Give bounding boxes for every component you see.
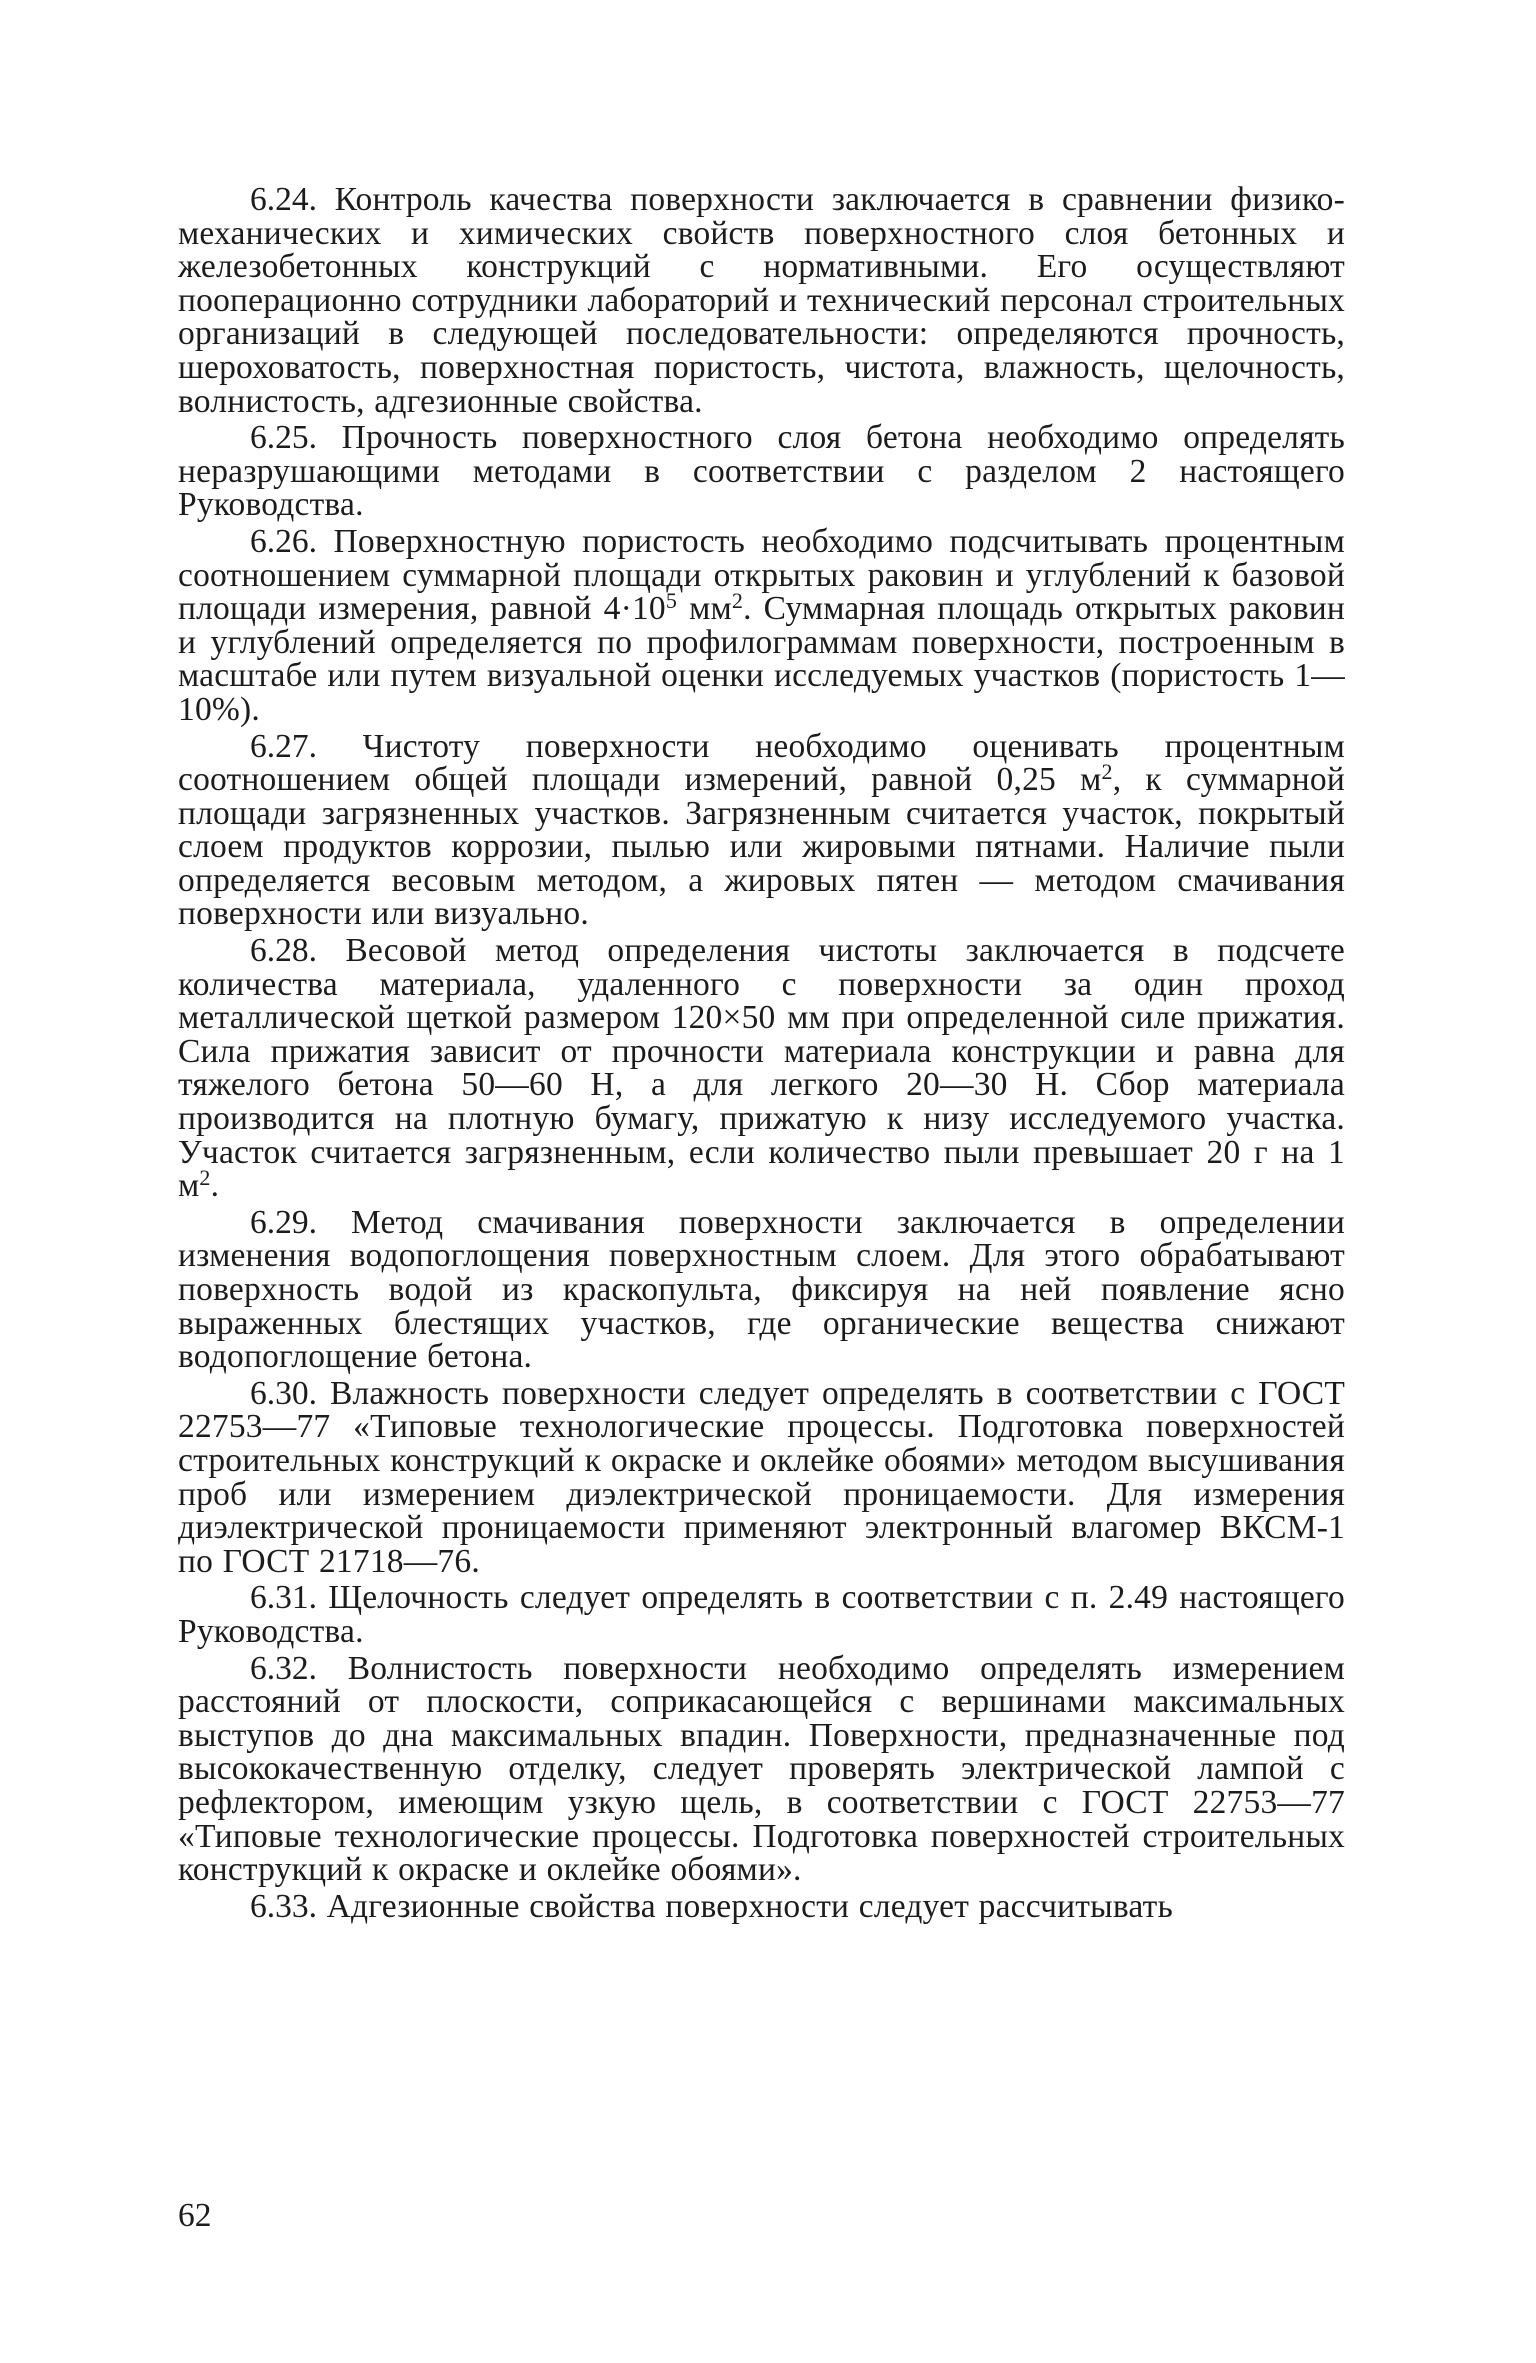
paragraph-text: . Суммарная площадь открытых раковин и углублений определяется по профилограммам поверхности, построенным в масштабе или путем визуальной оценки исследуемых участков (пористость 1—10%). bbox=[178, 590, 1346, 728]
paragraph-text: Чистоту поверхности необходимо оценивать процентным соотношением общей площади измерений, равной 0,25 м bbox=[178, 727, 1345, 799]
paragraph-number: 6.32. bbox=[250, 1649, 317, 1687]
paragraph-text: Прочность поверхностного слоя бетона необходимо определять неразрушающими методами в соответствии с разделом 2 настоящего Руководства. bbox=[178, 419, 1346, 524]
paragraph-number: 6.29. bbox=[250, 1203, 317, 1241]
superscript: 5 bbox=[665, 588, 678, 614]
paragraph-text: Весовой метод определения чистоты заключается в подсчете количества материала, удаленного с поверхности за один проход металлической щеткой размером 120×50 мм при определенной силе прижатия. Сила прижатия зависит от прочности материала конструкции и равна для тяжелого бетона 50—60 Н, а для легкого 20—30 Н. Сбор материала производится на плотную бумагу, прижатую к низу исследуемого участка. Участок считается загрязненным, если количество пыли превышает 20 г на 1 м bbox=[178, 932, 1345, 1205]
paragraph-number: 6.25. bbox=[250, 419, 317, 457]
superscript: 2 bbox=[1101, 759, 1113, 785]
paragraph-number: 6.27. bbox=[250, 727, 317, 765]
page-body bbox=[178, 183, 1345, 1926]
paragraph-text: Волнистость поверхности необходимо определять измерением расстояний от плоскости, соприкасающейся с вершинами максимальных выступов до дна максимальных впадин. Поверхности, предназначенные под высококачественную отделку, следует проверять электрической лампой с рефлектором, имеющим узкую щель, в соответствии с ГОСТ 22753—77 «Типовые технологические процессы. Подготовка поверхностей строительных конструкций к окраске и оклейке обоями». bbox=[178, 1649, 1345, 1889]
paragraph-6-33 bbox=[178, 1887, 1345, 1925]
superscript: 2 bbox=[199, 1165, 211, 1191]
page-number: 62 bbox=[178, 2197, 212, 2234]
paragraph-number: 6.33. bbox=[250, 1887, 317, 1925]
paragraph-6-28 bbox=[178, 934, 1345, 1203]
paragraph-6-29 bbox=[178, 1203, 1345, 1376]
paragraph-text: . bbox=[210, 1167, 220, 1205]
paragraph-6-32 bbox=[178, 1649, 1345, 1889]
paragraph-text: , к суммарной площади загрязненных участков. Загрязненным считается участок, покрытый слоем продуктов коррозии, пылью или жировыми пятнами. Наличие пыли определяется весовым методом, а жировых пятен — методом смачивания поверхности или визуально. bbox=[178, 761, 1345, 933]
paragraph-text: Влажность поверхности следует определять в соответствии с ГОСТ 22753—77 «Типовые технологические процессы. Подготовка поверхностей строительных конструкций к окраске и оклейке обоями» методом высушивания проб или измерением диэлектрической проницаемости. Для измерения диэлектрической проницаемости применяют электронный влагомер ВКСМ-1 по ГОСТ 21718—76. bbox=[178, 1374, 1346, 1580]
paragraph-6-25 bbox=[178, 421, 1345, 522]
paragraph-text: мм bbox=[677, 590, 732, 628]
paragraph-6-27 bbox=[178, 727, 1345, 933]
paragraph-number: 6.31. bbox=[250, 1579, 317, 1617]
paragraph-6-26 bbox=[178, 522, 1346, 728]
paragraph-number: 6.24. bbox=[250, 181, 317, 218]
paragraph-number: 6.30. bbox=[250, 1374, 317, 1412]
paragraph-text: Адгезионные свойства поверхности следует рассчитывать bbox=[326, 1887, 1173, 1925]
paragraph-text: Метод смачивания поверхности заключается в определении изменения водопоглощения поверхностным слоем. Для этого обрабатывают поверхность водой из краскопульта, фиксируя на ней появление ясно выраженных блестящих участков, где органические вещества снижают водопоглощение бетона. bbox=[178, 1203, 1345, 1376]
paragraph-text: Щелочность следует определять в соответствии с п. 2.49 настоящего Руководства. bbox=[178, 1579, 1345, 1650]
paragraph-text: Поверхностную пористость необходимо подсчитывать процентным соотношением суммарной площади открытых раковин и углублений к базовой площади измерения, равной 4·10 bbox=[178, 522, 1345, 628]
paragraph-6-24 bbox=[178, 183, 1345, 418]
paragraph-number: 6.28. bbox=[250, 932, 317, 970]
superscript: 2 bbox=[731, 588, 744, 614]
paragraph-number: 6.26. bbox=[250, 522, 317, 560]
paragraph-6-31 bbox=[178, 1581, 1345, 1648]
paragraph-text: Контроль качества поверхности заключается в сравнении физико-механических и химических свойств поверхностного слоя бетонных и железобетонных конструкций с нормативными. Его осуществляют пооперационно сотрудники лабораторий и технический персонал строительных организаций в следующей последовательности: определяются прочность, шероховатость, поверхностная пористость, чистота, влажность, щелочность, волнистость, адгезионные свойства. bbox=[178, 181, 1345, 420]
paragraph-6-30 bbox=[178, 1374, 1346, 1580]
